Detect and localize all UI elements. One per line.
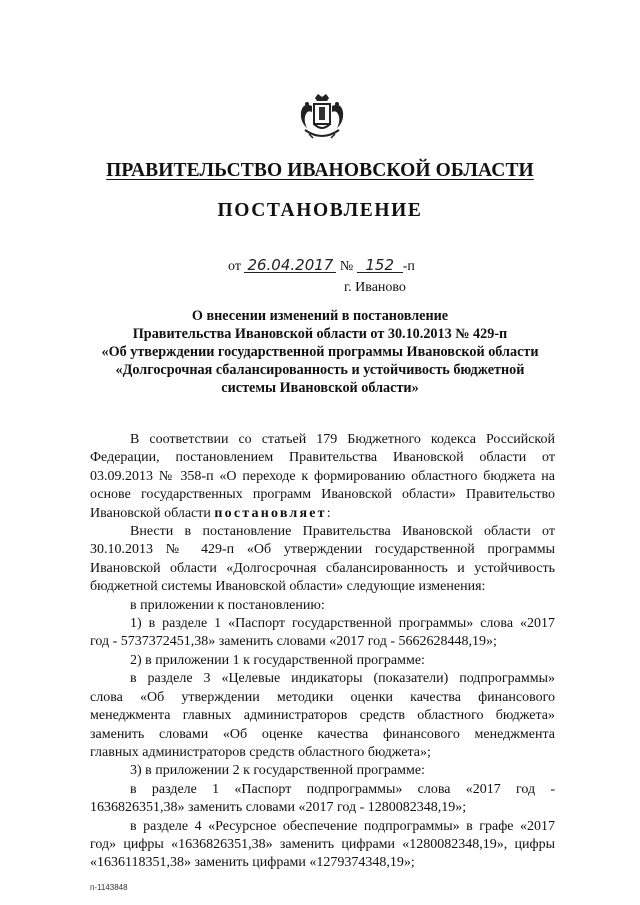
handwritten-number: 152 xyxy=(357,258,403,273)
title-line: «Об утверждении государственной программы Ивановской области xyxy=(101,344,539,360)
resolves-word: постановляет xyxy=(214,505,327,521)
document-type: ПОСТАНОВЛЕНИЕ xyxy=(217,200,423,221)
coat-of-arms-emblem xyxy=(297,92,347,142)
handwritten-date: 26.04.2017 xyxy=(244,258,336,273)
body-line: в приложении к постановлению: xyxy=(130,597,325,613)
body-line: основе государственных программ Ивановской области» Правительство xyxy=(90,487,555,503)
body-line: год» цифры «1636826351,38» заменить цифрами «1280082348,19», цифры xyxy=(90,836,555,852)
body-line: Ивановской области «Долгосрочная сбалансированность и устойчивость xyxy=(90,560,555,576)
date-number-line xyxy=(228,258,415,275)
city: г. Иваново xyxy=(344,280,406,295)
title-line: системы Ивановской области» xyxy=(221,380,419,396)
body-line: Внести в постановление Правительства Ивановской области от xyxy=(130,524,555,540)
body-line: «1636118351,38» заменить цифрами «1279374348,19»; xyxy=(90,855,415,871)
number-sign: № xyxy=(339,259,354,274)
title-line: «Долгосрочная сбалансированность и устойчивость бюджетной xyxy=(115,362,525,378)
body-line: в разделе 3 «Целевые индикаторы (показатели) подпрограммы» xyxy=(130,671,555,687)
body-line: слова «Об утверждении методики оценки качества финансового xyxy=(90,689,555,705)
organization-name: ПРАВИТЕЛЬСТВО ИВАНОВСКОЙ ОБЛАСТИ xyxy=(106,160,534,181)
body-line: в разделе 1 «Паспорт подпрограммы» слова «2017 год - xyxy=(130,781,555,797)
date-prefix: от xyxy=(228,259,241,274)
body-line: В соответствии со статьей 179 Бюджетного кодекса Российской xyxy=(130,432,555,447)
body-line: год - 5737372451,38» заменить словами «2017 год - 5662628448,19»; xyxy=(90,634,497,650)
body-line: главных администраторов средств областного бюджета»; xyxy=(90,744,431,760)
body-line-resolves xyxy=(90,505,555,523)
title-line: Правительства Ивановской области от 30.10.2013 № 429-п xyxy=(132,326,508,342)
document-title xyxy=(100,307,540,397)
footer-code: п-1143848 xyxy=(90,883,128,892)
body-line: 1636826351,38» заменить словами «2017 год - 1280082348,19»; xyxy=(90,800,467,816)
resolves-suffix: : xyxy=(326,505,331,521)
body-line: в разделе 4 «Ресурсное обеспечение подпрограммы» в графе «2017 xyxy=(130,818,555,834)
body-line: 30.10.2013 № 429-п «Об утверждении государственной программы xyxy=(90,542,555,558)
document-body xyxy=(90,431,555,873)
body-line: заменить словами «Об оценке качества финансового менеджмента xyxy=(90,726,555,742)
body-line: Федерации, постановлением Правительства Ивановской области от xyxy=(90,450,555,466)
body-line: 1) в разделе 1 «Паспорт государственной программы» слова «2017 xyxy=(130,616,555,632)
body-line: 3) в приложении 2 к государственной программе: xyxy=(130,763,425,779)
body-line: 03.09.2013 № 358-п «О переходе к формированию областного бюджета на xyxy=(90,468,555,484)
title-line: О внесении изменений в постановление xyxy=(191,308,449,324)
resolves-prefix: Ивановской области xyxy=(90,505,215,521)
body-line: 2) в приложении 1 к государственной программе: xyxy=(130,652,425,668)
body-line: менеджмента главных администраторов средств областного бюджета» xyxy=(90,708,555,724)
body-line: бюджетной системы Ивановской области» следующие изменения: xyxy=(90,579,486,595)
number-suffix: -п xyxy=(402,259,415,274)
